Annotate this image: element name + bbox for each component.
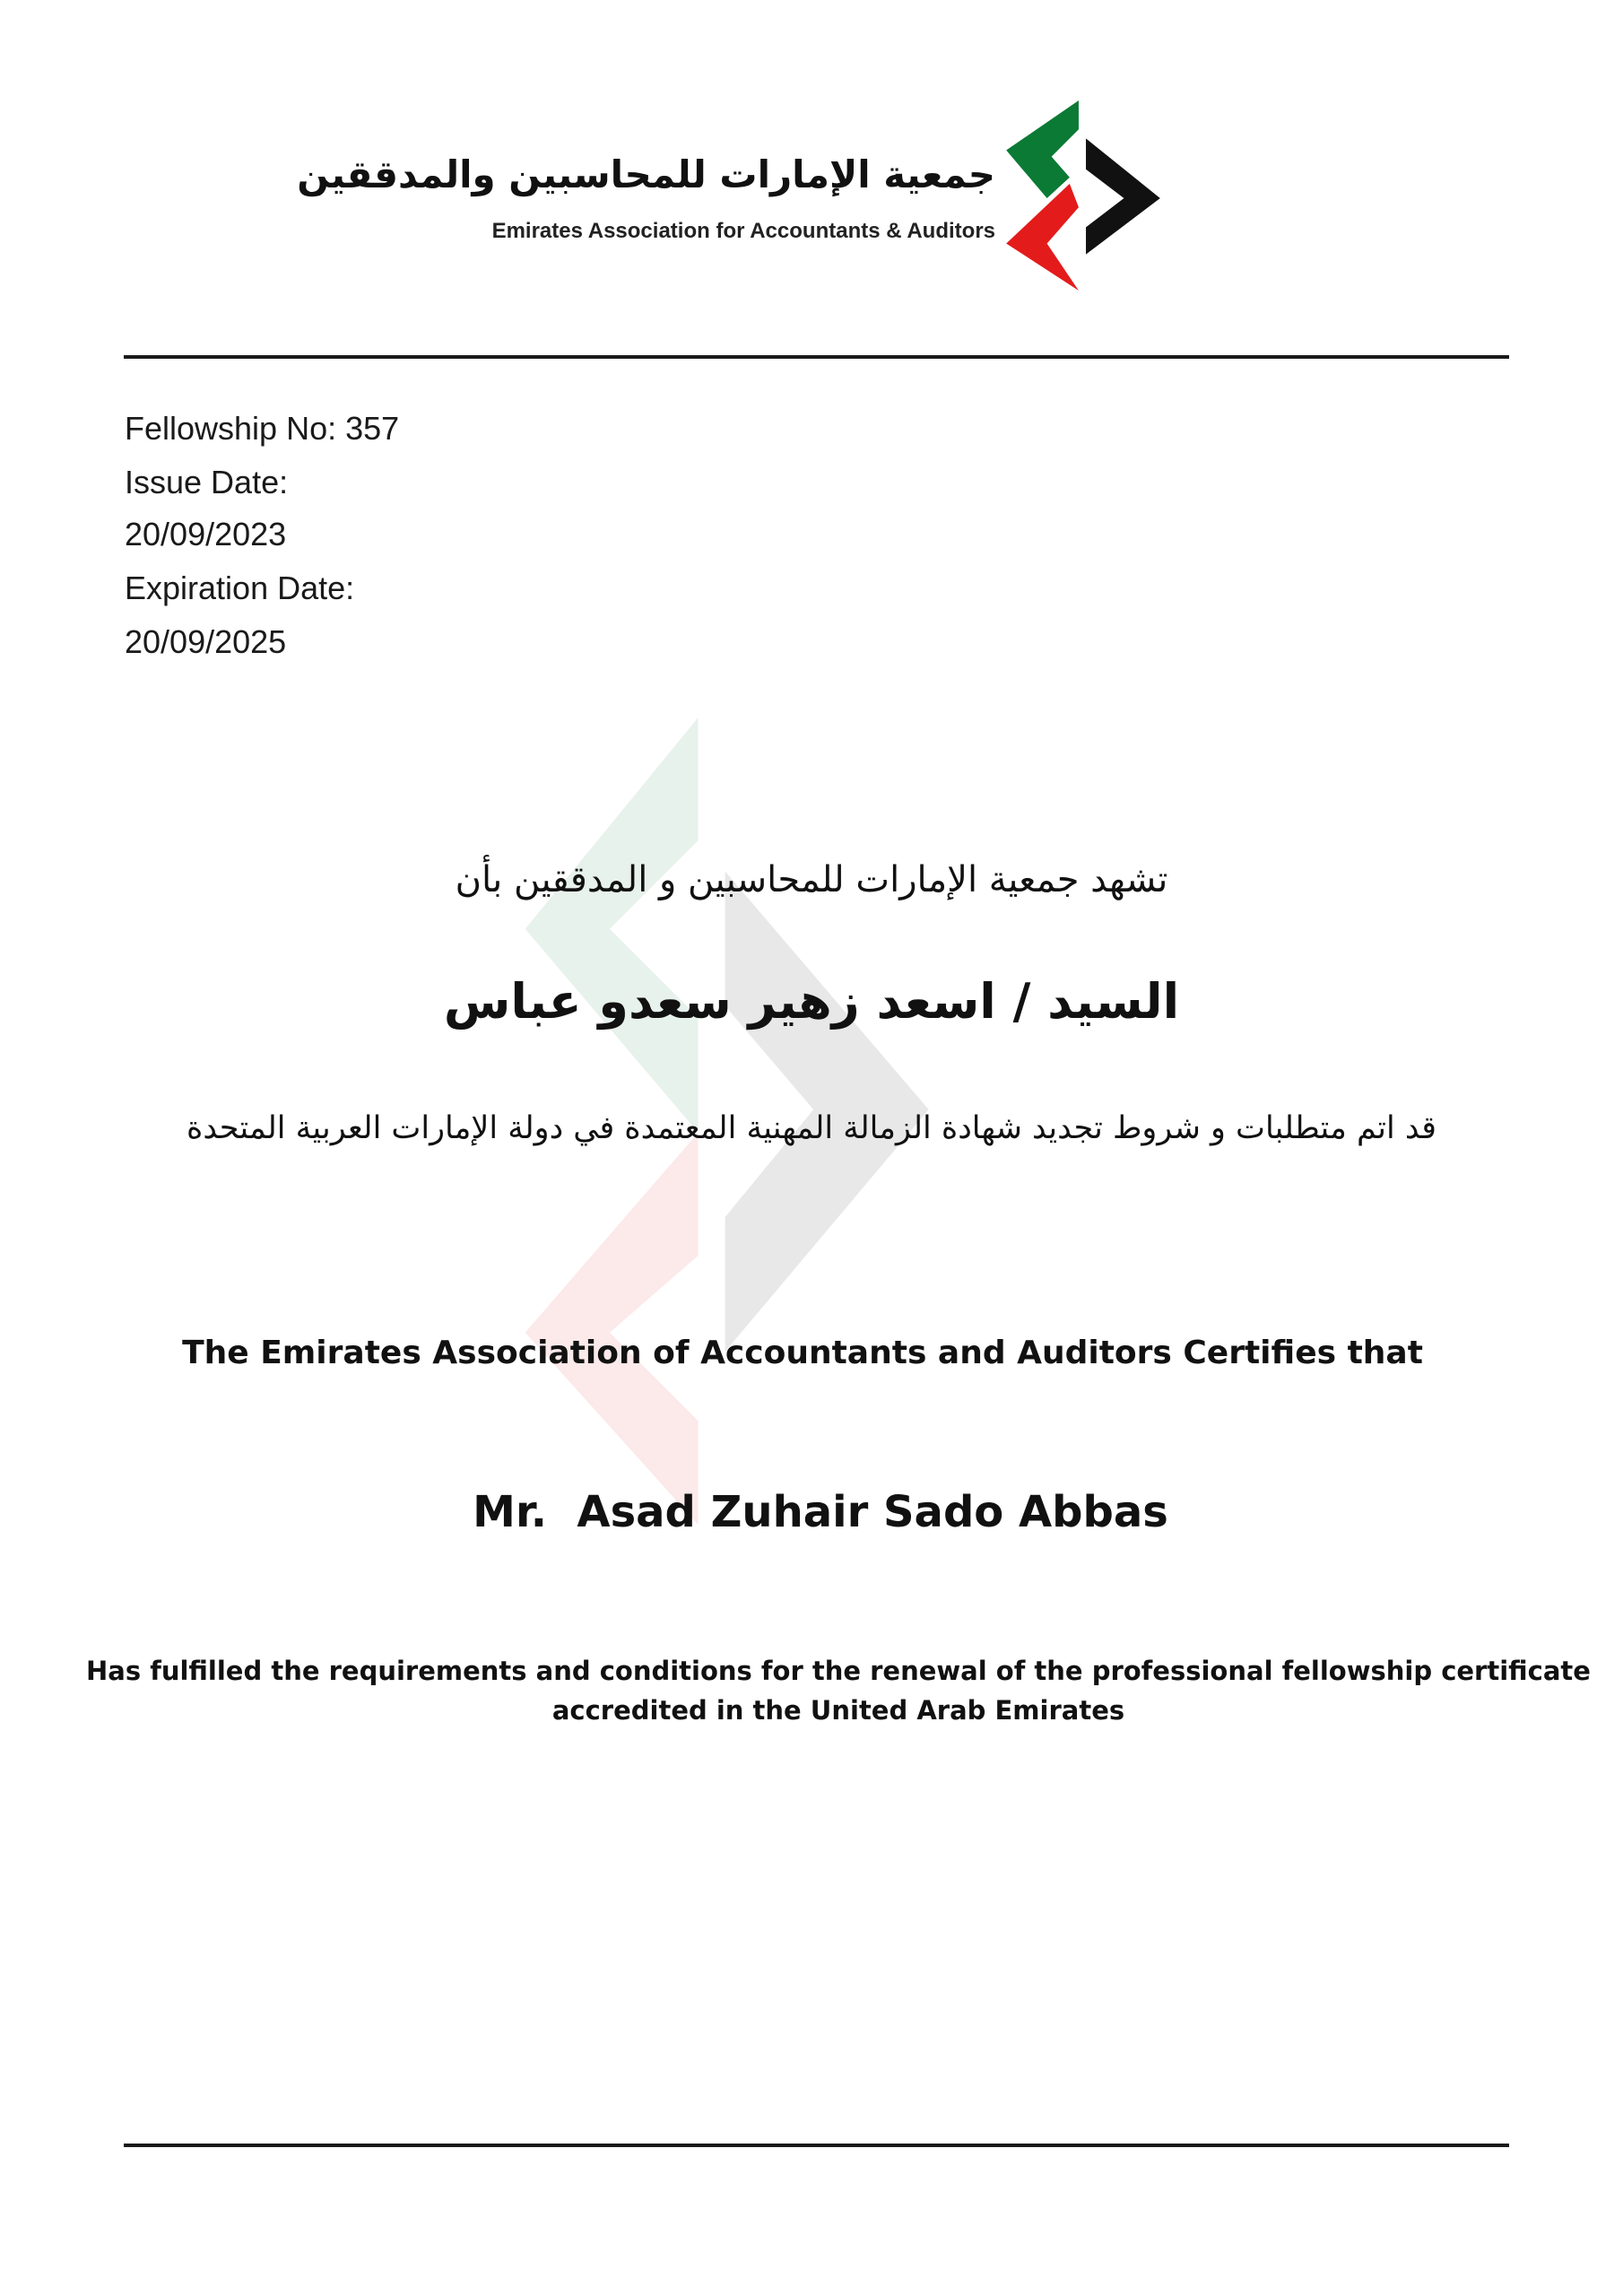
english-fulfilled-line-1: Has fulfilled the requirements and conditions for the renewal of the professional fellowship certificate [86,1656,1591,1686]
arabic-recipient-name: السيد / اسعد زهير سعدو عباس [443,973,1180,1030]
english-fulfilled-line-2: accredited in the United Arab Emirates [551,1695,1125,1726]
issue-date: 20/09/2023 [125,516,287,552]
arabic-fulfilled-text: قد اتم متطلبات و شروط تجديد شهادة الزمالة المهنية المعتمدة في دولة الإمارات العربية المتحدة [187,1110,1436,1146]
expiration-date-label: Expiration Date: [125,570,355,606]
bottom-divider [124,2144,1509,2147]
expiration-date: 20/09/2025 [125,623,287,660]
english-recipient-name: Mr. Asad Zuhair Sado Abbas [473,1487,1168,1537]
logo [297,99,1166,296]
issue-date-label: Issue Date: [125,464,289,500]
arabic-certifies-text: تشهد جمعية الإمارات للمحاسبين و المدققين بأن [455,859,1168,900]
top-divider [124,355,1509,359]
logo-arabic-text: جمعية الإمارات للمحاسبين والمدققين [297,152,995,196]
fellowship-number: Fellowship No: 357 [125,410,400,447]
english-certifies-text: The Emirates Association of Accountants and Auditors Certifies that [182,1335,1423,1371]
logo-chevrons-icon [1006,100,1160,291]
logo-english-text: Emirates Association for Accountants & Auditors [491,219,995,243]
